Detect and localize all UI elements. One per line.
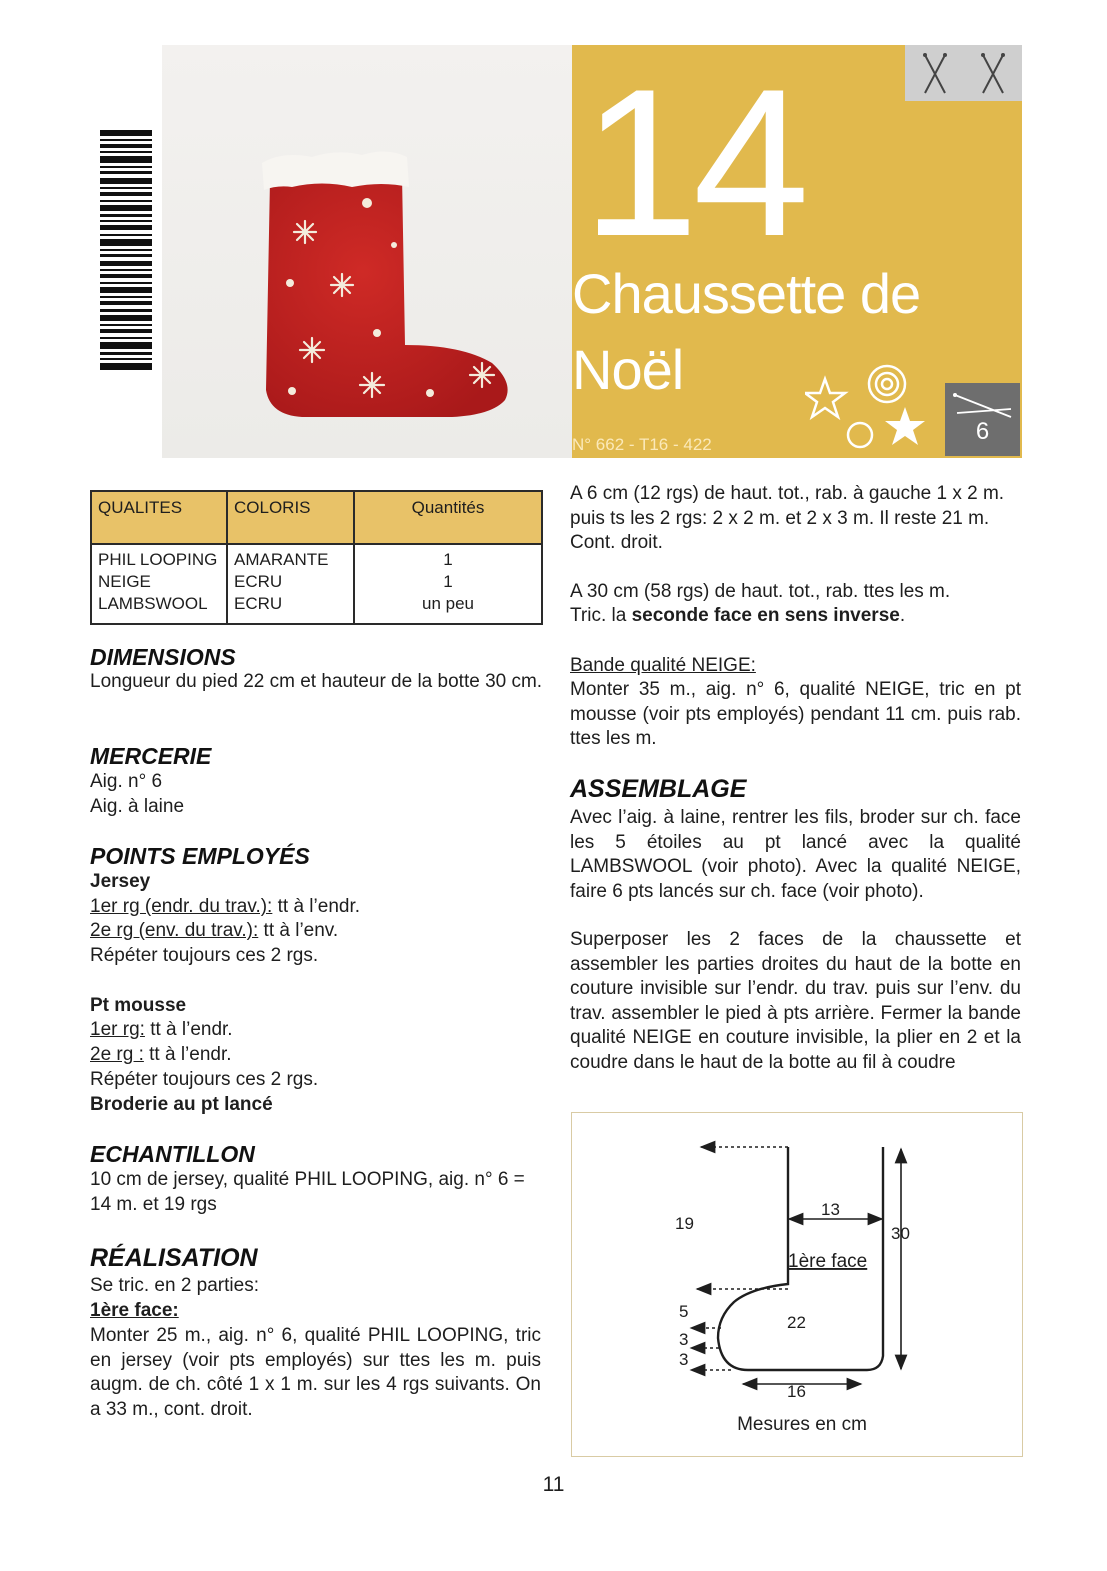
table-header-row bbox=[91, 491, 542, 544]
jersey-row1: 1er rg (endr. du trav.): tt à l’endr. bbox=[90, 896, 361, 917]
mercerie-wool-needle: Aig. à laine bbox=[90, 796, 185, 817]
quantity: 1 bbox=[443, 572, 453, 591]
needle-size: 6 bbox=[975, 418, 990, 445]
label-3-top: 3 bbox=[679, 1330, 689, 1349]
christmas-stocking-image bbox=[162, 45, 572, 458]
color-name: AMARANTE bbox=[234, 550, 329, 569]
broderie-title: Broderie au pt lancé bbox=[90, 1094, 273, 1115]
echantillon-heading: ECHANTILLON bbox=[90, 1141, 255, 1167]
label-3-bottom: 3 bbox=[679, 1350, 689, 1369]
quality-name: LAMBSWOOL bbox=[98, 594, 208, 613]
label-22: 22 bbox=[787, 1313, 806, 1332]
quantity: 1 bbox=[443, 550, 453, 569]
table-cell bbox=[354, 544, 542, 624]
assemblage-text1: Avec l’aig. à laine, rentrer les fils, broder sur ch. face les 5 étoiles au pt lancé avec la qualité LAMBSWOOL (voir photo). Avec la qualité NEIGE, faire 6 pts lancés sur ch. face (voir photo). bbox=[570, 807, 1021, 902]
mercerie-needle: Aig. n° 6 bbox=[90, 771, 163, 792]
mousse-repeat: Répéter toujours ces 2 rgs. bbox=[90, 1069, 319, 1090]
table-cell bbox=[227, 544, 354, 624]
jersey-repeat: Répéter toujours ces 2 rgs. bbox=[90, 945, 319, 966]
bande-text: Monter 35 m., aig. n° 6, qualité NEIGE, tric en pt mousse (voir pts employés) pendant 11 cm. puis rab. ttes les m. bbox=[570, 679, 1021, 749]
needle-icon bbox=[945, 383, 1020, 423]
jersey-row2: 2e rg (env. du trav.): tt à l’env. bbox=[90, 920, 339, 941]
quality-name: PHIL LOOPING bbox=[98, 550, 218, 569]
decrease-instructions: A 6 cm (12 rgs) de haut. tot., rab. à gauche 1 x 2 m. puis ts les 2 rgs: 2 x 2 m. et 2 x 3 m. Il reste 21 m. Cont. droit. bbox=[570, 483, 1005, 553]
label-5: 5 bbox=[679, 1302, 689, 1321]
pattern-number: 14 bbox=[582, 45, 804, 280]
label-19: 19 bbox=[675, 1214, 694, 1233]
dimensions-text: Longueur du pied 22 cm et hauteur de la botte 30 cm. bbox=[90, 671, 543, 692]
knitting-needles-icon bbox=[905, 45, 1022, 101]
label-13: 13 bbox=[821, 1200, 840, 1219]
column-header: COLORIS bbox=[227, 491, 354, 544]
bande-title: Bande qualité NEIGE: bbox=[570, 655, 756, 676]
mercerie-heading: MERCERIE bbox=[90, 743, 212, 769]
column-header: Quantités bbox=[354, 491, 542, 544]
realisation-text: Monter 25 m., aig. n° 6, qualité PHIL LOOPING, tric en jersey (voir pts employés) sur ttes les m. puis augm. de ch. côté 1 x 1 m. sur les 4 rgs suivants. On a 33 m., cont. droit. bbox=[90, 1325, 541, 1420]
echantillon-text: 10 cm de jersey, qualité PHIL LOOPING, aig. n° 6 = 14 m. et 19 rgs bbox=[90, 1169, 525, 1215]
dimensions-heading: DIMENSIONS bbox=[90, 644, 236, 670]
color-name: ECRU bbox=[234, 572, 283, 591]
realisation-heading: RÉALISATION bbox=[90, 1244, 258, 1272]
jersey-title: Jersey bbox=[90, 871, 151, 892]
table-row bbox=[91, 544, 542, 624]
difficulty-stars-icon bbox=[805, 357, 945, 453]
product-photo bbox=[162, 45, 572, 458]
assemblage-heading: ASSEMBLAGE bbox=[570, 775, 747, 803]
pattern-title-line1: Chaussette de bbox=[572, 262, 921, 325]
barcode-image bbox=[100, 130, 152, 370]
diagram-caption: Mesures en cm bbox=[737, 1414, 867, 1435]
face-title: 1ère face: bbox=[90, 1300, 179, 1321]
second-face-instructions: Tric. la seconde face en sens inverse. bbox=[570, 605, 906, 626]
mousse-title: Pt mousse bbox=[90, 995, 187, 1016]
bind-off-instructions: A 30 cm (58 rgs) de haut. tot., rab. ttes les m. bbox=[570, 581, 951, 602]
pattern-title-line2: Noël bbox=[572, 338, 684, 401]
label-30: 30 bbox=[891, 1224, 910, 1243]
label-1ere-face: 1ère face bbox=[788, 1251, 868, 1272]
quality-name: NEIGE bbox=[98, 572, 151, 591]
mousse-row1: 1er rg: tt à l’endr. bbox=[90, 1019, 233, 1040]
points-heading: POINTS EMPLOYÉS bbox=[90, 843, 310, 869]
label-16: 16 bbox=[787, 1382, 806, 1401]
reference-code: N° 662 - T16 - 422 bbox=[572, 435, 712, 454]
column-header: QUALITES bbox=[91, 491, 227, 544]
color-name: ECRU bbox=[234, 594, 283, 613]
schematic-diagram bbox=[571, 1112, 1023, 1457]
assemblage-text2: Superposer les 2 faces de la chaussette et assembler les parties droites du haut de la botte en couture invisible sur l’endr. du trav. puis sur l’env. du trav. assembler le pied à pts arrière. Fermer la bande qualité NEIGE en couture invisible, la plier en 2 et la coudre dans le haut de la botte au fil à coudre bbox=[570, 929, 1021, 1073]
quantity: un peu bbox=[422, 594, 474, 613]
page-number: 11 bbox=[542, 1473, 565, 1496]
realisation-intro: Se tric. en 2 parties: bbox=[90, 1275, 259, 1296]
yarn-table bbox=[90, 490, 543, 625]
table-cell bbox=[91, 544, 227, 624]
mousse-row2: 2e rg : tt à l’endr. bbox=[90, 1044, 232, 1065]
